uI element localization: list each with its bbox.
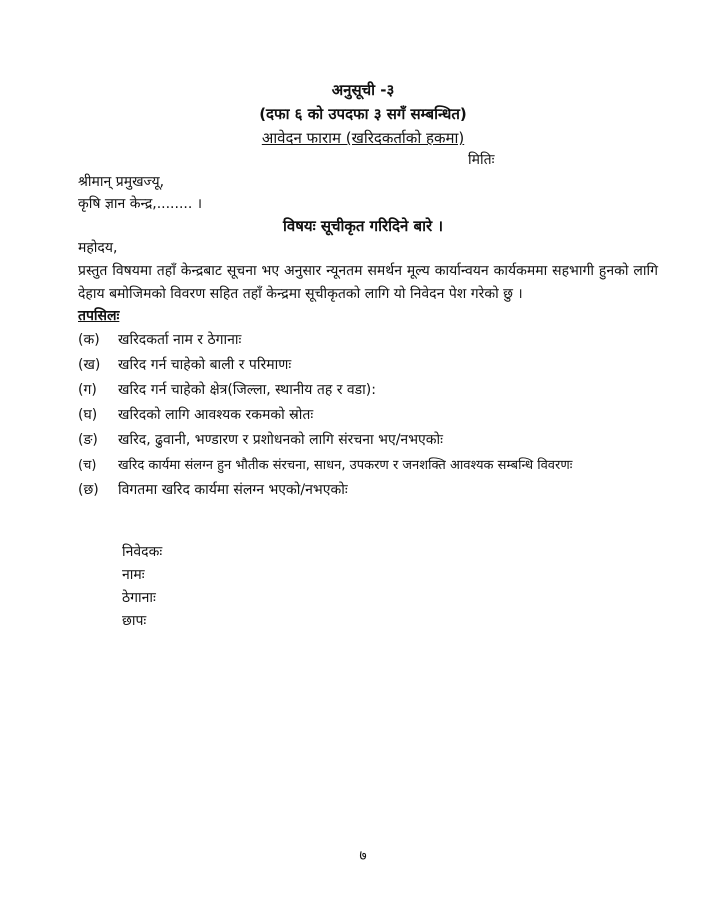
item-marker: (छ)	[78, 482, 99, 498]
subject-line: विषयः सूचीकृत गरिदिने बारे ।	[282, 217, 444, 235]
item-marker: (च)	[78, 458, 97, 473]
item-marker: (ङ)	[78, 432, 98, 448]
list-item	[78, 480, 348, 499]
date-label: मितिः	[468, 152, 495, 168]
item-text: खरिद गर्न चाहेको क्षेत्र(जिल्ला, स्थानीय तह र वडा):	[118, 382, 376, 398]
addressee-line-1: श्रीमान् प्रमुखज्यू,	[78, 174, 165, 190]
item-marker: (घ)	[78, 407, 98, 423]
signature-address-label: ठेगानाः	[122, 590, 156, 606]
signature-stamp-label: छापः	[122, 613, 147, 629]
list-item	[78, 380, 376, 399]
list-item	[78, 430, 443, 449]
section-reference: (दफा ६ को उपदफा ३ सगँ सम्बन्धित)	[259, 105, 467, 123]
item-marker: (ख)	[78, 357, 101, 373]
list-item	[78, 405, 313, 424]
item-text: खरिद, ढुवानी, भण्डारण र प्रशोधनको लागि संरचना भए/नभएकोः	[118, 432, 443, 448]
item-text: विगतमा खरिद कार्यमा संलग्न भएको/नभएकोः	[118, 482, 348, 498]
signature-name-label: नामः	[122, 567, 145, 583]
addressee-line-2: कृषि ज्ञान केन्द्र,........ ।	[78, 196, 203, 212]
item-text: खरिदको लागि आवश्यक रकमको स्रोतः	[118, 407, 314, 423]
details-heading: तपसिलः	[78, 308, 120, 324]
signature-applicant-label: निवेदकः	[122, 544, 163, 560]
item-marker: (ग)	[78, 382, 97, 398]
page-number: ७	[359, 848, 367, 864]
list-item	[78, 355, 291, 374]
item-text: खरिदकर्ता नाम र ठेगानाः	[118, 332, 242, 348]
body-paragraph: प्रस्तुत विषयमा तहाँ केन्द्रबाट सूचना भए अनुसार न्यूनतम समर्थन मूल्य कार्यान्वयन कार्यकममा सहभागी हुनको लागि देहाय बमोजिमको विवरण सहित तहाँ केन्द्रमा सूचीकृतको लागि यो निवेदन पेश गरेको छु ।	[78, 263, 658, 302]
list-item	[78, 330, 241, 349]
salutation: महोदय,	[78, 240, 118, 256]
item-text: खरिद कार्यमा संलग्न हुन भौतीक संरचना, साधन, उपकरण र जनशक्ति आवश्यक सम्बन्धि विवरणः	[118, 458, 573, 473]
schedule-heading: अनुसूची -३	[331, 81, 395, 99]
form-title: आवेदन फाराम (खरिदकर्ताको हकमा)	[261, 129, 465, 147]
list-item	[78, 455, 572, 473]
item-marker: (क)	[78, 332, 100, 348]
item-text: खरिद गर्न चाहेको बाली र परिमाणः	[118, 357, 292, 373]
